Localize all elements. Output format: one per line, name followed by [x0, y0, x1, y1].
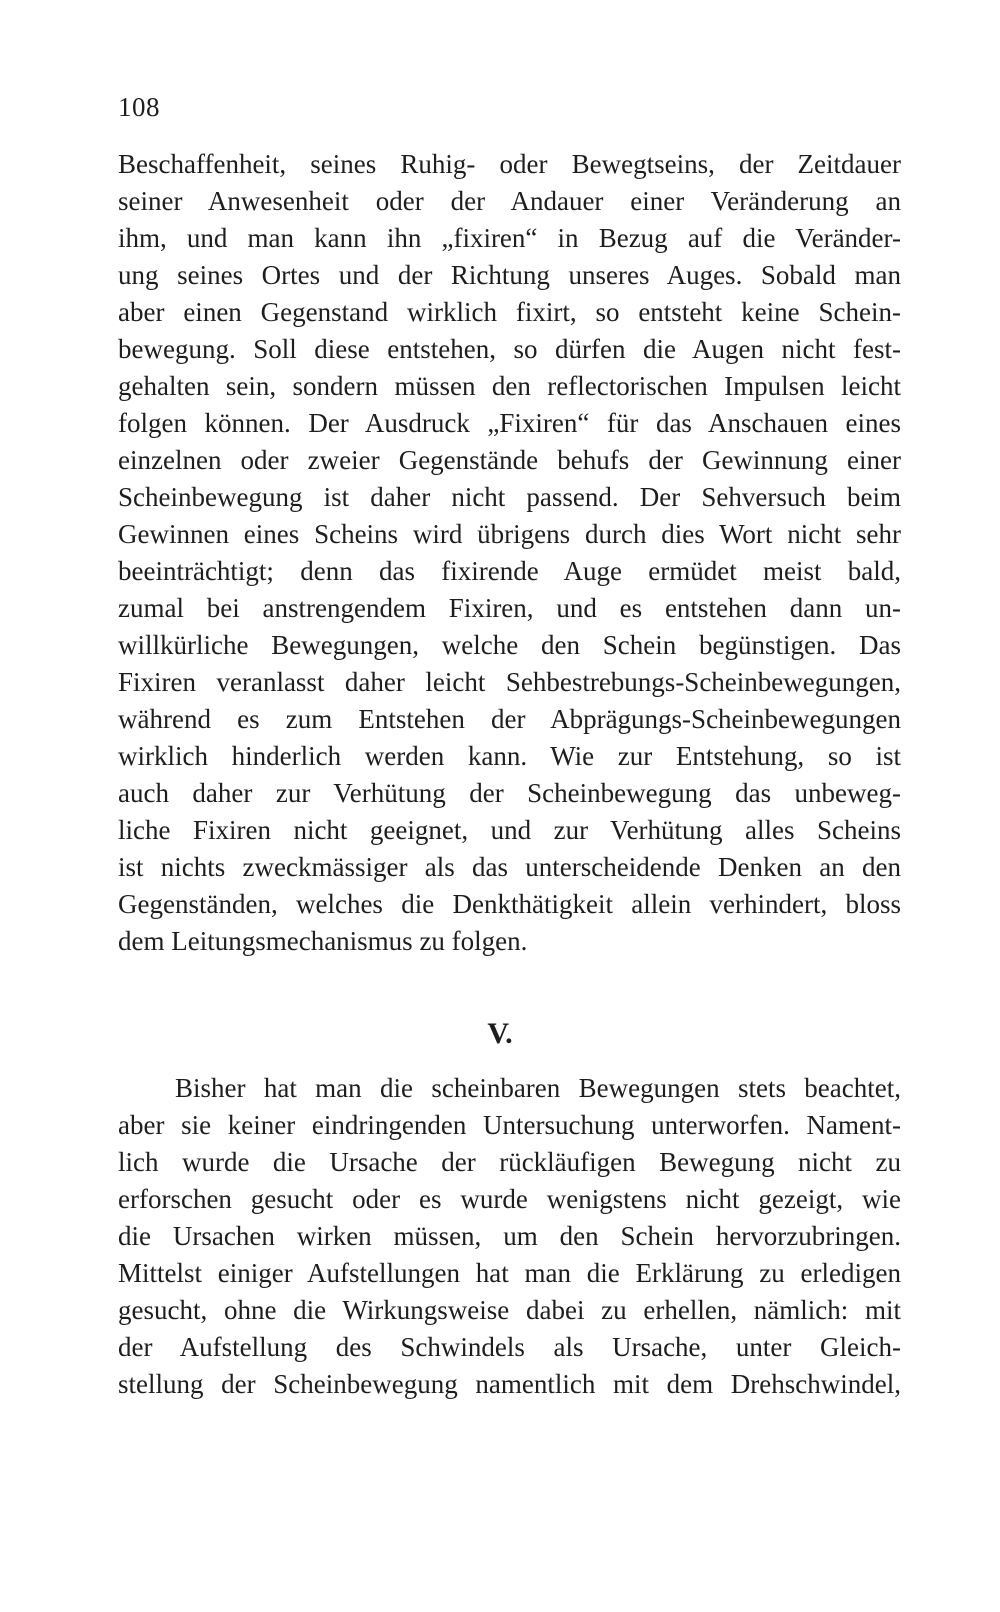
text-line: Scheinbewegung ist daher nicht passend. Der Sehversuch beim [118, 482, 901, 512]
text-line: bewegung. Soll diese entstehen, so dürfen die Augen nicht fest- [118, 334, 901, 364]
text-line: wirklich hinderlich werden kann. Wie zur Entstehung, so ist [118, 741, 901, 771]
text-line: ung seines Ortes und der Richtung unseres Auges. Sobald man [118, 260, 901, 290]
text-line: aber einen Gegenstand wirklich fixirt, so entsteht keine Schein- [118, 297, 901, 327]
text-line: Bisher hat man die scheinbaren Bewegungen stets beachtet, [175, 1073, 901, 1103]
text-line: beeinträchtigt; denn das fixirende Auge ermüdet meist bald, [118, 556, 901, 586]
text-line: gesucht, ohne die Wirkungsweise dabei zu erhellen, nämlich: mit [118, 1295, 901, 1325]
text-line: lich wurde die Ursache der rückläufigen Bewegung nicht zu [118, 1147, 901, 1177]
text-line: erforschen gesucht oder es wurde wenigstens nicht gezeigt, wie [118, 1184, 901, 1214]
text-line: Gegenständen, welches die Denkthätigkeit allein verhindert, bloss [118, 889, 901, 919]
text-line: die Ursachen wirken müssen, um den Schein hervorzubringen. [118, 1221, 901, 1251]
text-line: ihm, und man kann ihn „fixiren“ in Bezug auf die Veränder- [118, 223, 901, 253]
text-line: auch daher zur Verhütung der Scheinbewegung das unbeweg- [118, 778, 901, 808]
text-line: während es zum Entstehen der Abprägungs-Scheinbewegungen [118, 704, 901, 734]
text-line: Mittelst einiger Aufstellungen hat man die Erklärung zu erledigen [118, 1258, 901, 1288]
text-line: aber sie keiner eindringenden Untersuchung unterworfen. Nament- [118, 1110, 901, 1140]
text-line: Beschaffenheit, seines Ruhig- oder Bewegtseins, der Zeitdauer [118, 149, 901, 179]
text-line: ist nichts zweckmässiger als das unterscheidende Denken an den [118, 852, 901, 882]
text-line: willkürliche Bewegungen, welche den Schein begünstigen. Das [118, 630, 901, 660]
text-line: Gewinnen eines Scheins wird übrigens durch dies Wort nicht sehr [118, 519, 901, 549]
text-line: folgen können. Der Ausdruck „Fixiren“ für das Anschauen eines [118, 408, 901, 438]
section-heading: V. [487, 1017, 513, 1050]
text-line: gehalten sein, sondern müssen den reflectorischen Impulsen leicht [118, 371, 901, 401]
page-number: 108 [118, 92, 160, 122]
text-line: Fixiren veranlasst daher leicht Sehbestrebungs-Scheinbewegungen, [118, 667, 901, 697]
text-line: zumal bei anstrengendem Fixiren, und es entstehen dann un- [118, 593, 901, 623]
text-line: liche Fixiren nicht geeignet, und zur Verhütung alles Scheins [118, 815, 901, 845]
text-line: stellung der Scheinbewegung namentlich mit dem Drehschwindel, [118, 1369, 901, 1399]
text-line: seiner Anwesenheit oder der Andauer einer Veränderung an [118, 186, 901, 216]
text-line: dem Leitungsmechanismus zu folgen. [118, 926, 528, 956]
text-line: einzelnen oder zweier Gegenstände behufs der Gewinnung einer [118, 445, 901, 475]
text-line: der Aufstellung des Schwindels als Ursache, unter Gleich- [118, 1332, 901, 1362]
